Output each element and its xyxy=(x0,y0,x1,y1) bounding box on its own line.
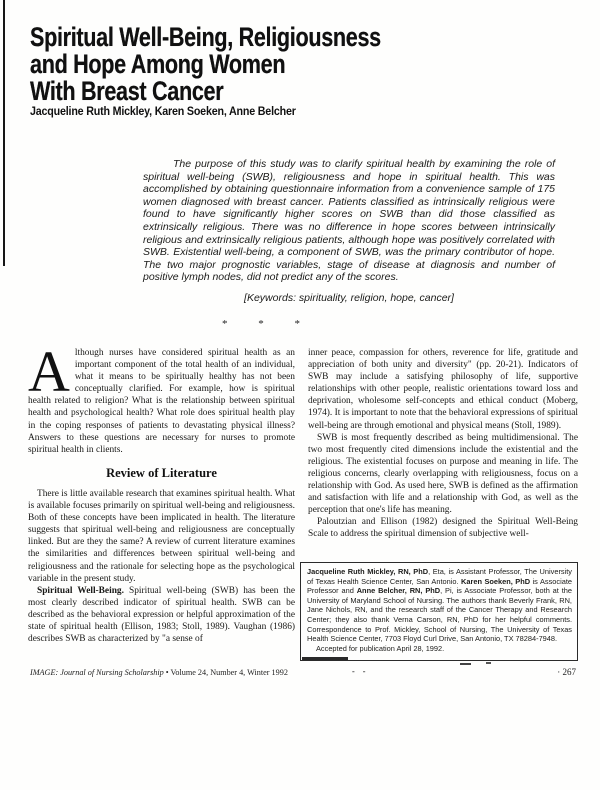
accepted-line: Accepted for publication April 28, 1992. xyxy=(316,643,445,653)
scan-dash-artifact xyxy=(486,662,491,664)
abstract-block xyxy=(143,158,555,305)
footer-page-number: · 267 xyxy=(557,667,576,677)
author-footnote-box xyxy=(300,562,578,661)
footnote-part: , Pi, is Associate Professor, both at the University of Maryland School of Nursing. The authors thank Beverly Frank, RN, Jane Nichols, RN, and the research staff of the Cancer Therapy and Research Center; they also thank Verna Carson, RN, PhD for her helpful comments. Correspondence to Prof. Mickley, School of Nursing, The University of Texas Health Science Center, 7703 Floyd Curl Drive, San Antonio, TX 78284-7948. xyxy=(307,586,572,644)
paragraph-swb xyxy=(28,585,295,645)
section-divider-stars: * * * xyxy=(222,318,301,330)
footnote-author-2: Karen Soeken, PhD xyxy=(461,576,531,586)
keywords-line: [Keywords: spirituality, religion, hope, cancer] xyxy=(244,291,454,304)
paragraph-continuation: inner peace, compassion for others, reverence for life, gratitude and appreciation of both unity and diversity" (pp. 20-21). Indicators of SWB may include a satisfying philosophy of life, supportive relationships with other people, realistic orientations toward loss and deprivation, wholesome self-concepts and ethical conduct (Moberg, 1974). It is important to note that the behavioral expressions of spiritual well-being are through emotional and physical means (Stoll, 1989). xyxy=(308,348,578,431)
footnote-part: , Eta, is Assistant Professor, The University of Texas Health Science Center, San Antonio. xyxy=(307,567,572,586)
footer-issue: • Volume 24, Number 4, Winter 1992 xyxy=(163,668,288,677)
scan-dash-artifact xyxy=(460,663,471,665)
footnote-author-3: Anne Belcher, RN, PhD xyxy=(356,586,441,596)
paragraph-intro-text: lthough nurses have considered spiritual health as an important component of the total health of an individual, what it means to be spiritually healthy has not been conceptually clarified. For example, how is spiritual health related to religion? What is the relationship between spiritual health and psychological health? What role does spiritual health play in the coping responses of patients to devastating physical illness? Answers to these questions are necessary for nurses to promote spiritual health in clients. xyxy=(28,348,295,455)
paragraph-intro xyxy=(28,339,295,456)
authors-line: Jacqueline Ruth Mickley, Karen Soeken, Anne Belcher xyxy=(30,106,296,118)
paragraph-swb-text: Spiritual well-being (SWB) has been the most clearly described indicator of spiritual health. SWB can be described as the behavioral expression or helpful approximation of the state of spiritual health (Ellison, 1983; Stoll, 1989). Vaughan (1986) describes SWB as characterized by "a sense of xyxy=(28,585,295,645)
paragraph-swb-lead: Spiritual Well-Being. xyxy=(37,585,124,596)
scan-smudge-artifact xyxy=(302,657,348,660)
paragraph-dimensions: SWB is most frequently described as being multidimensional. The two most frequently cited dimensions include the existential and the religious. The existential focuses on purpose and meaning in life. The religious concerns, clearly overlapping with religiousness, focus on a relationship with God. As used here, SWB is defined as the affirmation and satisfaction with life and a relationship with God, as well as the perception that one's life has meaning. xyxy=(308,432,578,516)
article-title xyxy=(30,24,469,105)
paragraph-paloutzian: Paloutzian and Ellison (1982) designed the Spiritual Well-Being Scale to address the spiritual dimension of subjective well- xyxy=(308,517,578,540)
footer-journal-line xyxy=(30,668,288,677)
footnote-text xyxy=(307,567,572,644)
title-line-2: and Hope Among Women xyxy=(30,49,286,79)
section-heading-review-of-literature: Review of Literature xyxy=(106,465,217,480)
abstract-text: The purpose of this study was to clarify spiritual health by examining the role of spiritual well-being (SWB), religiousness and hope in spiritual health. This was accomplished by obtaining questionnaire information from a convenience sample of 175 women diagnosed with breast cancer. Patients classified as intrinsically religious were found to have significantly higher scores on SWB than did those classified as extrinsically religious. There was no difference in hope scores between intrinsically religious and extrinsically religious patients, although hope was positively correlated with SWB. Existential well-being, a component of SWB, was the primary contributor of hope. The two major prognostic variables, stage of disease at diagnosis and number of positive lymph nodes, did not predict any of the scores. xyxy=(143,158,555,284)
footer-journal-title: IMAGE: Journal of Nursing Scholarship xyxy=(30,668,164,677)
title-line-1: Spiritual Well-Being, Religiousness xyxy=(30,22,381,52)
page-footer xyxy=(30,668,578,682)
drop-cap: A xyxy=(28,339,70,404)
footnote-part: is Associate Professor and xyxy=(307,576,572,596)
paragraph-review: There is little available research that examines spiritual health. What is available focuses primarily on spiritual well-being and religiousness. Both of these concepts have been implicated in health. The literature suggests that spiritual well-being and religiousness are conceptually linked. But are they the same? A review of current literature examines the similarities and differences between spiritual well-being and religiousness and the rationale for selecting hope as the psychological variable in the present study. xyxy=(28,488,295,584)
title-line-3: With Breast Cancer xyxy=(30,76,224,106)
left-column xyxy=(28,339,295,645)
footnote-author-1: Jacqueline Ruth Mickley, RN, PhD xyxy=(307,567,429,576)
footer-scan-dashes: - - xyxy=(352,667,369,676)
scan-edge-artifact xyxy=(3,0,5,266)
